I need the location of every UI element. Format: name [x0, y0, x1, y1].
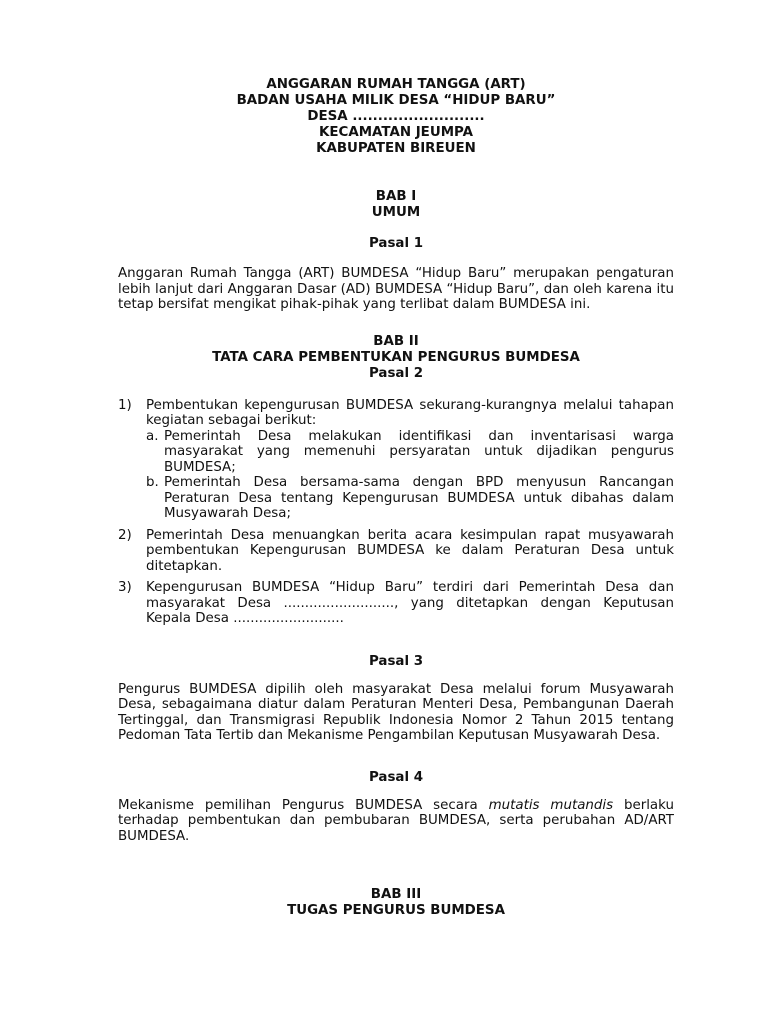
bab3-heading: BAB III	[370, 887, 422, 902]
sub-list-text: Pemerintah Desa bersama-sama dengan BPD menyusun Rancangan Peraturan Desa tentang Kepengurusan BUMDESA untuk dibahas dalam Musyawarah Desa;	[164, 475, 674, 521]
title-line-2: BADAN USAHA MILIK DESA “HIDUP BARU”	[236, 93, 556, 108]
bab2-title: TATA CARA PEMBENTUKAN PENGURUS BUMDESA	[212, 349, 580, 365]
bab2-heading: BAB II	[373, 333, 419, 349]
sub-list-letter: a.	[146, 428, 159, 444]
list-item-text: Kepengurusan BUMDESA “Hidup Baru” terdiri dari Pemerintah Desa dan masyarakat Desa .........................., yang ditetapkan dengan Keputusan Kepala Desa ..........................	[146, 580, 674, 626]
pasal4-text-end: berlaku terhadap pembentukan dan pembubaran BUMDESA, serta perubahan AD/ART BUMDESA.	[118, 797, 674, 844]
document-page	[118, 77, 674, 919]
pasal4-text-start: Mekanisme pemilihan Pengurus BUMDESA secara	[118, 797, 489, 813]
list-item	[118, 580, 674, 627]
pasal2-heading: Pasal 2	[368, 365, 424, 381]
sub-list-item	[146, 475, 674, 522]
list-item-text: Pembentukan kepengurusan BUMDESA sekurang-kurangnya melalui tahapan kegiatan sebagai berikut:	[146, 397, 674, 428]
title-line-5: KABUPATEN BIREUEN	[316, 141, 476, 156]
sub-list-text: Pemerintah Desa melakukan identifikasi dan inventarisasi warga masyarakat yang memenuhi persyaratan untuk dijadikan pengurus BUMDESA;	[164, 428, 674, 475]
list-item-text: Pemerintah Desa menuangkan berita acara kesimpulan rapat musyawarah pembentukan Kepengurusan BUMDESA ke dalam Peraturan Desa untuk ditetapkan.	[146, 527, 674, 574]
pasal2-list	[118, 398, 674, 627]
sub-list-letter: b.	[146, 475, 159, 490]
pasal1-heading: Pasal 1	[368, 236, 424, 251]
pasal3-text: Pengurus BUMDESA dipilih oleh masyarakat Desa melalui forum Musyawarah Desa, sebagaimana diatur dalam Peraturan Menteri Desa, Pembangunan Daerah Tertinggal, dan Transmigrasi Republik Indonesia Nomor 2 Tahun 2015 tentang Pedoman Tata Tertib dan Mekanisme Pengambilan Keputusan Musyawarah Desa.	[118, 681, 674, 743]
title-line-4: KECAMATAN JEUMPA	[319, 125, 473, 140]
title-line-1: ANGGARAN RUMAH TANGGA (ART)	[266, 77, 526, 92]
list-number: 2)	[118, 527, 132, 543]
pasal4-text	[118, 798, 674, 845]
list-number: 1)	[118, 397, 132, 413]
bab1-title: UMUM	[371, 205, 421, 220]
sub-list-item	[146, 429, 674, 476]
pasal1-text: Anggaran Rumah Tangga (ART) BUMDESA “Hidup Baru” merupakan pengaturan lebih lanjut dari Anggaran Dasar (AD) BUMDESA “Hidup Baru”, dan oleh karena itu tetap bersifat mengikat pihak-pihak yang terlibat dalam BUMDESA ini.	[118, 266, 674, 312]
pasal3-heading: Pasal 3	[368, 653, 424, 669]
list-item	[118, 528, 674, 575]
document-title	[118, 77, 674, 157]
pasal4-italic-term: mutatis mutandis	[488, 797, 614, 813]
bab3-title: TUGAS PENGURUS BUMDESA	[287, 903, 505, 918]
list-number: 3)	[118, 580, 132, 595]
bab1-heading: BAB I	[375, 189, 417, 204]
list-item	[118, 398, 674, 522]
title-line-3: DESA ..........................	[307, 109, 485, 124]
pasal4-heading: Pasal 4	[368, 769, 424, 785]
